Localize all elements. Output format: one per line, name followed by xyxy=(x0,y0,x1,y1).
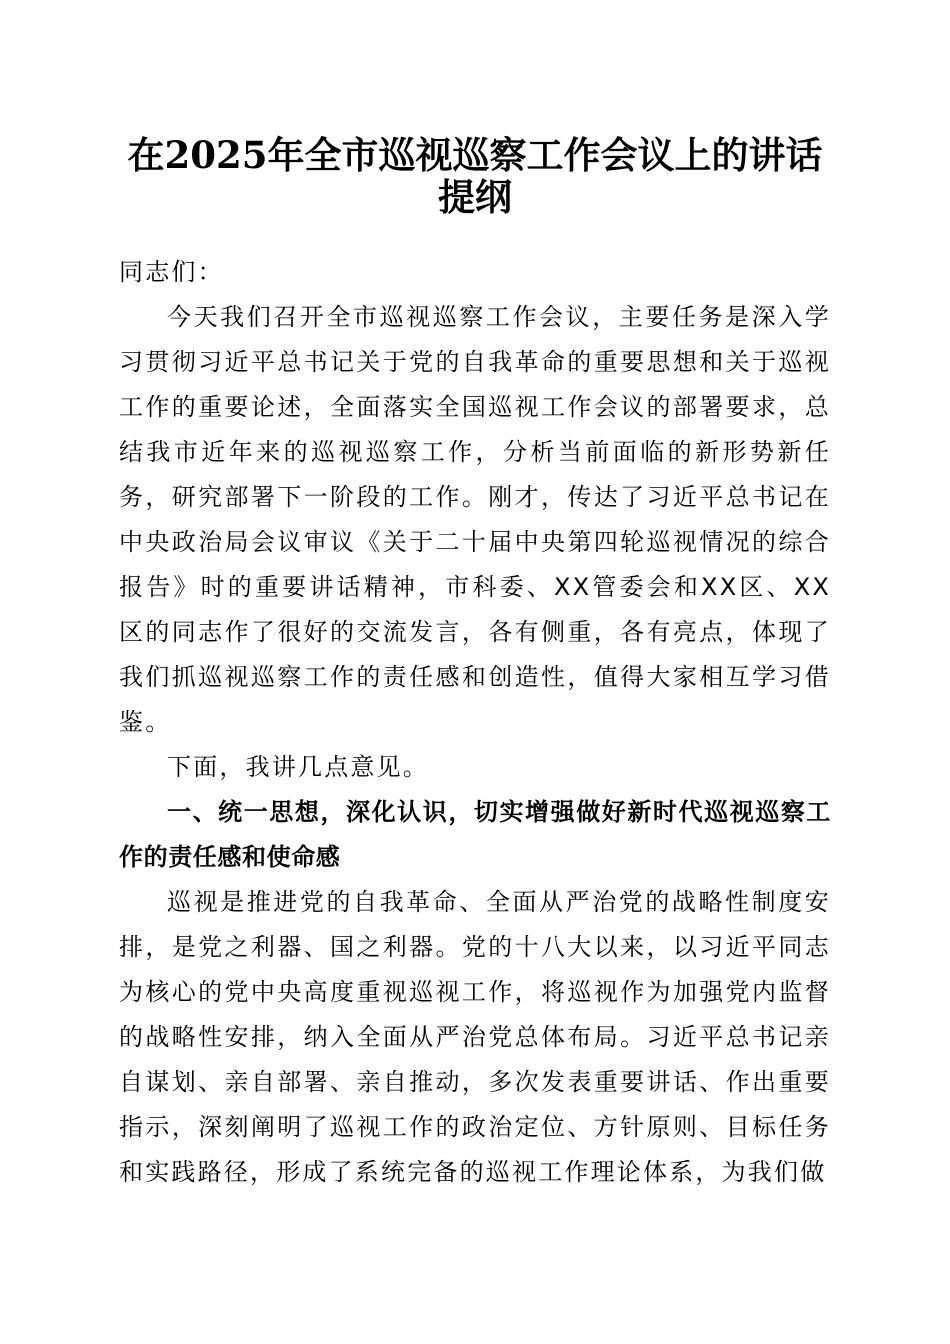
intro-paragraph: 今天我们召开全市巡视巡察工作会议，主要任务是深入学习贯彻习近平总书记关于党的自我革命的重要思想和关于巡视工作的重要论述，全面落实全国巡视工作会议的部署要求，总结我市近年来的巡视巡察工作，分析当前面临的新形势新任务，研究部署下一阶段的工作。刚才，传达了习近平总书记在中央政治局会议审议《关于二十届中央第四轮巡视情况的综合报告》时的重要讲话精神，市科委、XX管委会和XX区、XX区的同志作了很好的交流发言，各有侧重，各有亮点，体现了我们抓巡视巡察工作的责任感和创造性，值得大家相互学习借鉴。 xyxy=(119,303,831,736)
document-body xyxy=(119,250,831,1195)
transition-paragraph: 下面，我讲几点意见。 xyxy=(167,753,429,781)
section-1-paragraph: 巡视是推进党的自我革命、全面从严治党的战略性制度安排，是党之利器、国之利器。党的十八大以来，以习近平同志为核心的党中央高度重视巡视工作，将巡视作为加强党内监督的战略性安排，纳入全面从严治党总体布局。习近平总书记亲自谋划、亲自部署、亲自推动，多次发表重要讲话、作出重要指示，深刻阐明了巡视工作的政治定位、方针原则、目标任务和实践路径，形成了系统完备的巡视工作理论体系，为我们做 xyxy=(119,888,831,1186)
document-title: 在2025年全市巡视巡察工作会议上的讲话提纲 xyxy=(127,133,823,219)
salutation: 同志们： xyxy=(119,258,224,286)
section-heading-1: 一、统一思想，深化认识，切实增强做好新时代巡视巡察工作的责任感和使命感 xyxy=(119,798,831,871)
